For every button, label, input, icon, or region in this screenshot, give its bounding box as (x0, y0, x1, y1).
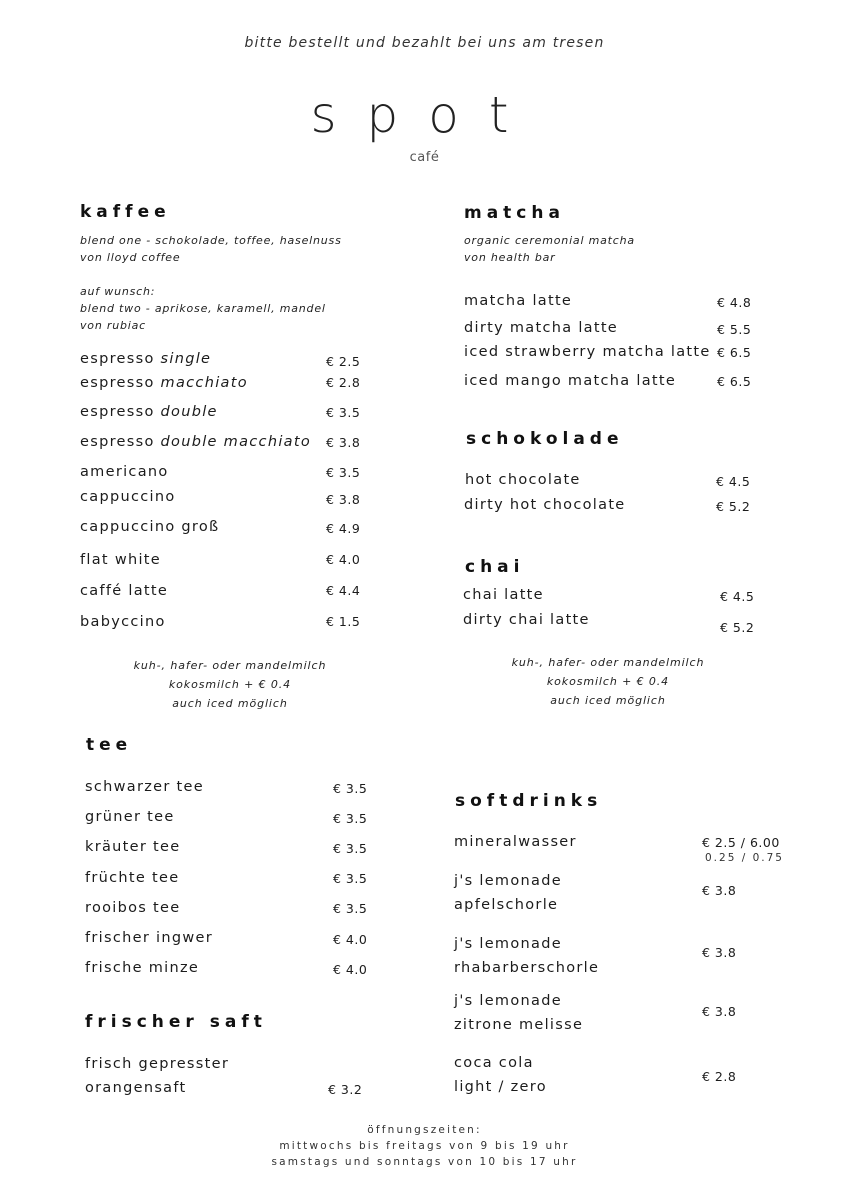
menu-price: € 4.5 (716, 474, 751, 489)
menu-price: € 3.5 (333, 811, 368, 826)
menu-item: hot chocolate (465, 472, 581, 488)
menu-price: € 5.2 (720, 620, 755, 635)
menu-price: € 2.8 (326, 375, 361, 390)
menu-item: cappuccino groß (80, 519, 220, 535)
desc-line: blend two - aprikose, karamell, mandel (80, 302, 326, 315)
menu-price: € 3.5 (333, 871, 368, 886)
menu-item: babyccino (80, 614, 166, 630)
opening-hours-weekend: samstags und sonntags von 10 bis 17 uhr (271, 1156, 578, 1168)
opening-hours (0, 1122, 849, 1170)
menu-item: chai latte (463, 587, 544, 603)
menu-item: dirty hot chocolate (464, 497, 626, 513)
menu-price: € 1.5 (326, 614, 361, 629)
menu-price: € 4.0 (326, 552, 361, 567)
note-line: kuh-, hafer- oder mandelmilch (133, 659, 327, 672)
cafe-logo: spot (310, 86, 539, 144)
menu-item: früchte tee (85, 870, 180, 886)
menu-item: cappuccino (80, 489, 176, 505)
matcha-description (464, 232, 635, 266)
menu-item-line: frisch gepresster (85, 1056, 230, 1072)
menu-price: € 4.4 (326, 583, 361, 598)
note-line: kokosmilch + € 0.4 (168, 678, 292, 691)
menu-price: € 2.5 / 6.00 (702, 835, 780, 850)
menu-item-line: j's lemonade (454, 873, 562, 889)
desc-line: organic ceremonial matcha (464, 234, 635, 247)
menu-price: € 3.5 (326, 405, 361, 420)
menu-price: € 4.8 (717, 295, 752, 310)
section-title-schokolade: schokolade (466, 429, 624, 449)
cafe-subtitle: café (409, 150, 440, 165)
section-title-frischer-saft: frischer saft (85, 1012, 267, 1032)
desc-line: von health bar (464, 251, 556, 264)
menu-price: € 3.5 (333, 841, 368, 856)
menu-item: dirty chai latte (463, 612, 590, 628)
menu-price: € 3.8 (702, 1004, 737, 1019)
kaffee-blend-one (80, 232, 342, 266)
menu-price: € 3.2 (328, 1082, 363, 1097)
menu-price: € 6.5 (717, 345, 752, 360)
menu-price: € 2.8 (702, 1069, 737, 1084)
menu-item: matcha latte (464, 293, 573, 309)
section-title-matcha: matcha (464, 203, 565, 223)
desc-line: blend one - schokolade, toffee, haselnuss (80, 234, 342, 247)
menu-item: espresso macchiato (80, 375, 248, 391)
menu-price: € 3.8 (702, 945, 737, 960)
menu-item: espresso single (80, 351, 212, 367)
menu-item: iced strawberry matcha latte (464, 344, 711, 360)
menu-item-line: j's lemonade (454, 936, 562, 952)
menu-price: € 3.5 (326, 465, 361, 480)
menu-item: americano (80, 464, 169, 480)
menu-item-line: apfelschorle (454, 897, 559, 913)
menu-item-line: zitrone melisse (454, 1017, 584, 1033)
note-line: auch iced möglich (550, 694, 666, 707)
menu-item-line: rhabarberschorle (454, 960, 600, 976)
section-title-kaffee: kaffee (80, 202, 171, 222)
desc-line: von rubiac (80, 319, 147, 332)
menu-price: € 6.5 (717, 374, 752, 389)
menu-price: € 3.8 (702, 883, 737, 898)
bottle-sizes: 0.25 / 0.75 (705, 852, 784, 864)
section-title-softdrinks: softdrinks (455, 791, 603, 811)
menu-price: € 4.5 (720, 589, 755, 604)
menu-price: € 5.2 (716, 499, 751, 514)
menu-item: grüner tee (85, 809, 175, 825)
menu-price: € 4.0 (333, 932, 368, 947)
menu-price: € 3.5 (333, 781, 368, 796)
desc-line: von lloyd coffee (80, 251, 181, 264)
menu-item: iced mango matcha latte (464, 373, 677, 389)
milk-options-note (478, 653, 738, 710)
menu-item: flat white (80, 552, 161, 568)
section-title-tee: tee (86, 735, 133, 755)
menu-item: frische minze (85, 960, 200, 976)
kaffee-blend-two (80, 283, 326, 334)
opening-hours-title: öffnungszeiten: (367, 1124, 482, 1136)
tagline: bitte bestellt und bezahlt bei uns am tresen (244, 35, 605, 51)
menu-item: caffé latte (80, 583, 169, 599)
milk-options-note (100, 656, 360, 713)
menu-price: € 5.5 (717, 322, 752, 337)
menu-item-line: j's lemonade (454, 993, 562, 1009)
section-title-chai: chai (465, 557, 525, 577)
menu-item: mineralwasser (454, 834, 577, 850)
desc-line: auf wunsch: (80, 285, 156, 298)
note-line: auch iced möglich (172, 697, 288, 710)
menu-price: € 2.5 (326, 354, 361, 369)
menu-item-line: coca cola (454, 1055, 534, 1071)
menu-item: kräuter tee (85, 839, 181, 855)
menu-price: € 3.5 (333, 901, 368, 916)
note-line: kuh-, hafer- oder mandelmilch (511, 656, 705, 669)
menu-price: € 3.8 (326, 492, 361, 507)
menu-item: frischer ingwer (85, 930, 213, 946)
menu-item: espresso double (80, 404, 218, 420)
note-line: kokosmilch + € 0.4 (546, 675, 670, 688)
menu-item-line: light / zero (454, 1079, 547, 1095)
menu-item: espresso double macchiato (80, 434, 311, 450)
menu-price: € 4.9 (326, 521, 361, 536)
menu-item: rooibos tee (85, 900, 181, 916)
menu-item: dirty matcha latte (464, 320, 619, 336)
menu-price: € 4.0 (333, 962, 368, 977)
menu-price: € 3.8 (326, 435, 361, 450)
menu-item: schwarzer tee (85, 779, 204, 795)
menu-item-line: orangensaft (85, 1080, 187, 1096)
opening-hours-weekdays: mittwochs bis freitags von 9 bis 19 uhr (279, 1140, 570, 1152)
